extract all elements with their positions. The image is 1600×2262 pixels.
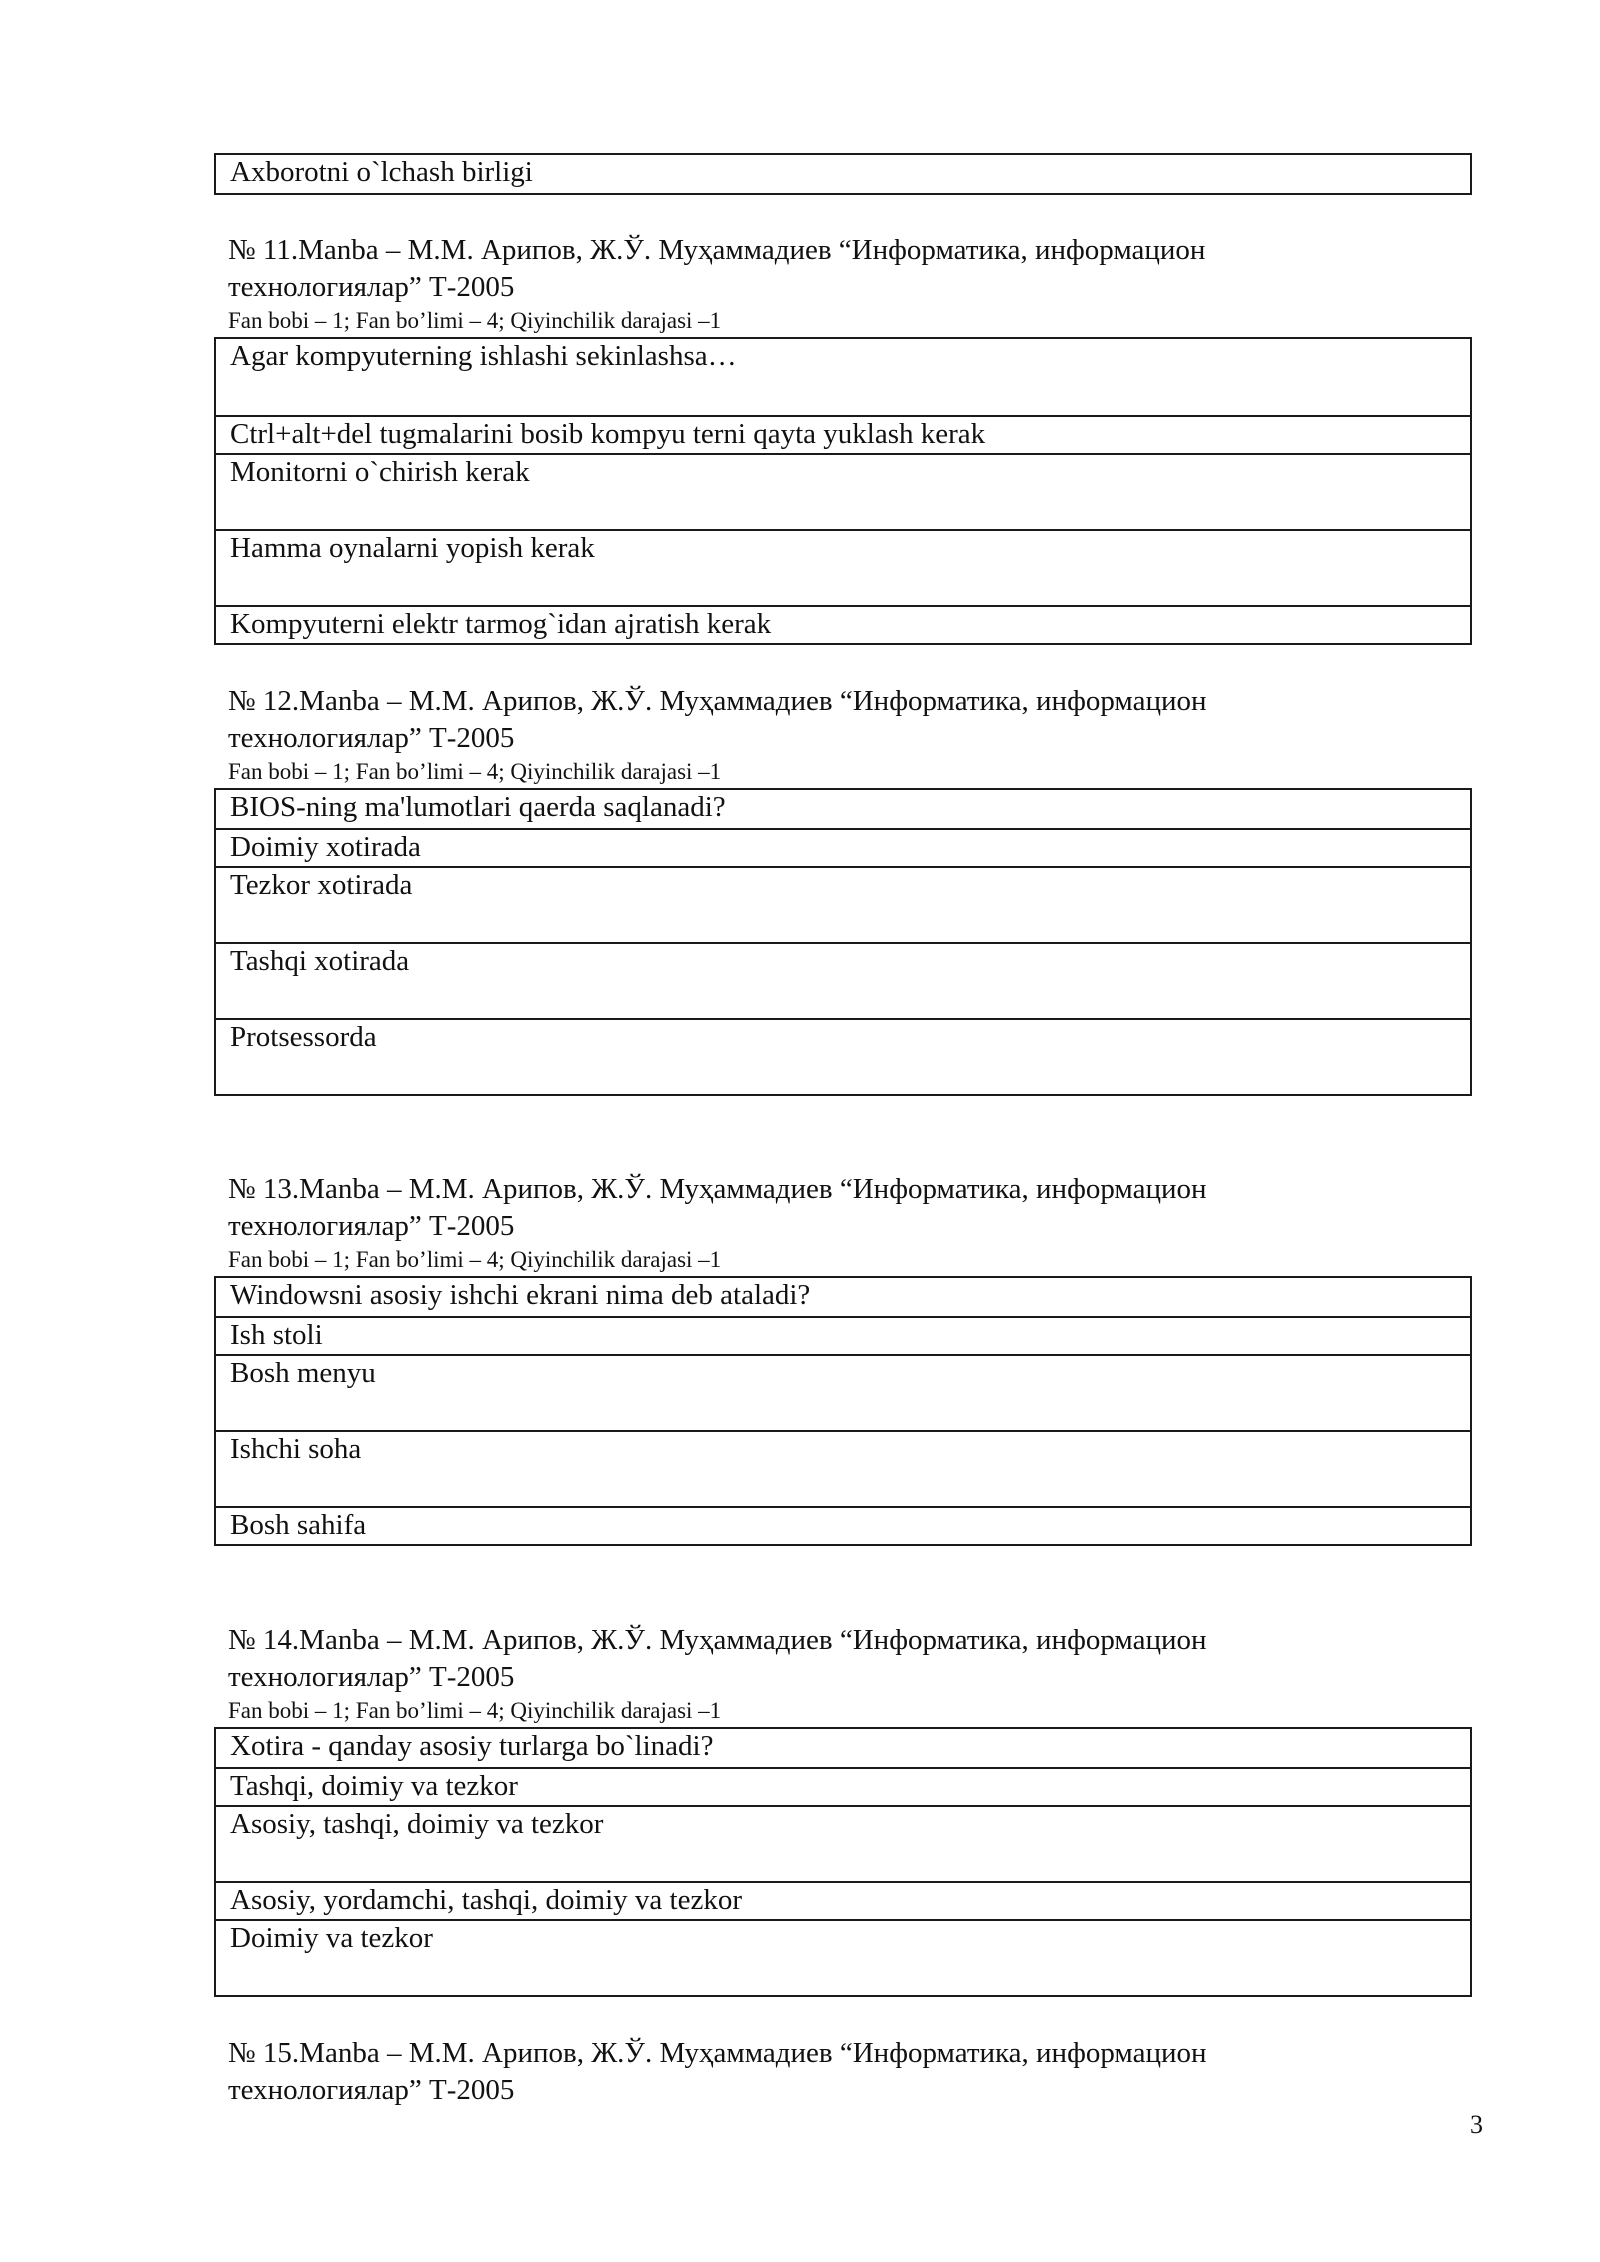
question-13-meta: Fan bobi – 1; Fan bo’limi – 4; Qiyinchilik darajasi –1 [228, 1247, 722, 1272]
question-text: Agar kompyuterning ishlashi sekinlashsa… [230, 340, 737, 372]
option-row: Doimiy xotirada [216, 828, 1470, 866]
question-15-source: № 15.Manba – М.М. Арипов, Ж.Ў. Муҳаммадиев “Информатика, информацион технологиялар” Т-2005 [228, 2037, 1207, 2106]
question-14-source: № 14.Manba – М.М. Арипов, Ж.Ў. Муҳаммадиев “Информатика, информацион технологиялар” Т-2005 [228, 1624, 1207, 1693]
question-12-source: № 12.Manba – М.М. Арипов, Ж.Ў. Муҳаммадиев “Информатика, информацион технологиялар” Т-2005 [228, 685, 1207, 754]
option-row: Bosh menyu [216, 1354, 1470, 1430]
question-11-table [214, 337, 1472, 645]
option-row: Bosh sahifa [216, 1506, 1470, 1544]
question-13-table [214, 1276, 1472, 1546]
option-row: Monitorni o`chirish kerak [216, 453, 1470, 529]
question-text: BIOS-ning ma'lumotlari qaerda saqlanadi? [230, 791, 726, 823]
option-row: Tashqi, doimiy va tezkor [216, 1767, 1470, 1805]
question-text: Windowsni asosiy ishchi ekrani nima deb ataladi? [230, 1279, 811, 1311]
option-row: Ctrl+alt+del tugmalarini bosib kompyu terni qayta yuklash kerak [216, 415, 1470, 453]
option-row: Asosiy, yordamchi, tashqi, doimiy va tezkor [216, 1881, 1470, 1919]
question-14-meta: Fan bobi – 1; Fan bo’limi – 4; Qiyinchilik darajasi –1 [228, 1698, 722, 1723]
option-row: Protsessorda [216, 1018, 1470, 1094]
question-14-table [214, 1727, 1472, 1997]
option-row: Hamma oynalarni yopish kerak [216, 529, 1470, 605]
question-11-source: № 11.Manba – М.М. Арипов, Ж.Ў. Муҳаммадиев “Информатика, информацион технологиялар” Т-2005 [228, 234, 1206, 303]
question-12-table [214, 788, 1472, 1096]
answer-box-fragment [214, 153, 1472, 195]
page-number: 3 [1470, 2110, 1483, 2139]
option-row: Doimiy va tezkor [216, 1919, 1470, 1995]
option-row: Ishchi soha [216, 1430, 1470, 1506]
question-12-meta: Fan bobi – 1; Fan bo’limi – 4; Qiyinchilik darajasi –1 [228, 759, 722, 784]
option-row: Kompyuterni elektr tarmog`idan ajratish kerak [216, 605, 1470, 643]
option-row: Axborotni o`lchash birligi [230, 156, 533, 188]
question-text: Xotira - qanday asosiy turlarga bo`linadi? [230, 1730, 714, 1762]
option-row: Tashqi xotirada [216, 942, 1470, 1018]
question-13-source: № 13.Manba – М.М. Арипов, Ж.Ў. Муҳаммадиев “Информатика, информацион технологиялар” Т-2005 [228, 1173, 1207, 1242]
option-row: Asosiy, tashqi, doimiy va tezkor [216, 1805, 1470, 1881]
question-11-meta: Fan bobi – 1; Fan bo’limi – 4; Qiyinchilik darajasi –1 [228, 308, 722, 333]
option-row: Tezkor xotirada [216, 866, 1470, 942]
option-row: Ish stoli [216, 1316, 1470, 1354]
